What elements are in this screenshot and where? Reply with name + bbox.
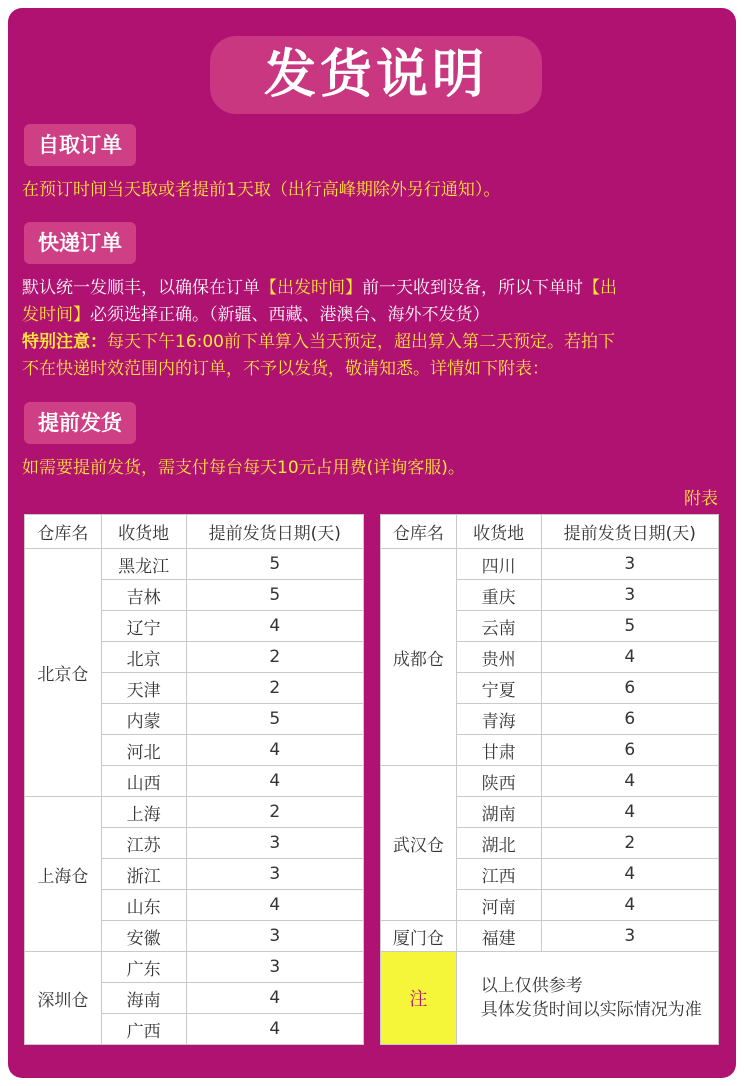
early-shipping-text: 如需要提前发货，需支付每台每天10元占用费(详询客服)。 — [22, 458, 465, 478]
destination-cell: 重庆 — [456, 580, 541, 611]
table-header-row — [381, 515, 719, 549]
days-cell: 5 — [541, 611, 718, 642]
destination-cell: 青海 — [456, 704, 541, 735]
table-row — [25, 952, 364, 983]
days-cell: 4 — [541, 797, 718, 828]
days-cell: 4 — [186, 735, 363, 766]
appendix-label: 附表 — [684, 489, 718, 509]
days-cell: 6 — [541, 673, 718, 704]
destination-cell: 海南 — [101, 983, 186, 1014]
days-cell: 5 — [186, 549, 363, 580]
table-row — [381, 921, 719, 952]
days-cell: 2 — [541, 828, 718, 859]
destination-cell: 辽宁 — [101, 611, 186, 642]
header-days: 提前发货日期(天) — [186, 515, 363, 549]
days-cell: 3 — [186, 921, 363, 952]
days-cell: 3 — [541, 921, 718, 952]
page-title: 发货说明 — [210, 36, 542, 114]
header-days: 提前发货日期(天) — [541, 515, 718, 549]
table-row — [381, 766, 719, 797]
note-line: 以上仅供参考 — [480, 976, 583, 996]
special-note-label: 特别注意： — [22, 332, 107, 352]
warehouse-name-cell: 北京仓 — [25, 549, 102, 797]
table-row — [25, 549, 364, 580]
days-cell: 4 — [541, 890, 718, 921]
days-cell: 4 — [186, 766, 363, 797]
warehouse-name-cell: 上海仓 — [25, 797, 102, 952]
days-cell: 4 — [541, 642, 718, 673]
destination-cell: 江苏 — [101, 828, 186, 859]
destination-cell: 山西 — [101, 766, 186, 797]
days-cell: 4 — [541, 766, 718, 797]
destination-cell: 山东 — [101, 890, 186, 921]
destination-cell: 上海 — [101, 797, 186, 828]
note-row — [381, 952, 719, 1045]
days-cell: 3 — [186, 828, 363, 859]
destination-cell: 云南 — [456, 611, 541, 642]
header-destination: 收货地 — [456, 515, 541, 549]
days-cell: 3 — [541, 549, 718, 580]
table-header-row — [25, 515, 364, 549]
days-cell: 4 — [186, 890, 363, 921]
days-cell: 6 — [541, 735, 718, 766]
header-warehouse: 仓库名 — [381, 515, 457, 549]
days-cell: 3 — [186, 859, 363, 890]
warehouse-name-cell: 深圳仓 — [25, 952, 102, 1045]
destination-cell: 陕西 — [456, 766, 541, 797]
note-label: 注 — [381, 952, 457, 1045]
days-cell: 4 — [541, 859, 718, 890]
destination-cell: 福建 — [456, 921, 541, 952]
table-row — [381, 549, 719, 580]
express-text: 默认统一发顺丰，以确保在订单【出发时间】前一天收到设备，所以下单时【出 发时间】必须选择正确。（新疆、西藏、港澳台、海外不发货） 特别注意：每天下午16:00前下单算入当天预定，超出算入第二天预定。若拍下 不在快递时效范围内的订单，不予以发货，敬请知悉。详情如下附表： — [22, 278, 617, 379]
days-cell: 2 — [186, 673, 363, 704]
destination-cell: 安徽 — [101, 921, 186, 952]
days-cell: 4 — [186, 611, 363, 642]
destination-cell: 宁夏 — [456, 673, 541, 704]
days-cell: 5 — [186, 580, 363, 611]
days-cell: 6 — [541, 704, 718, 735]
days-cell: 5 — [186, 704, 363, 735]
destination-cell: 浙江 — [101, 859, 186, 890]
days-cell: 2 — [186, 642, 363, 673]
destination-cell: 内蒙 — [101, 704, 186, 735]
destination-cell: 黑龙江 — [101, 549, 186, 580]
days-cell: 4 — [186, 1014, 363, 1045]
section-express-heading: 快递订单 — [24, 222, 136, 264]
destination-cell: 贵州 — [456, 642, 541, 673]
right-warehouse-table — [380, 514, 719, 1045]
destination-cell: 广西 — [101, 1014, 186, 1045]
section-early-shipping-heading: 提前发货 — [24, 402, 136, 444]
table-row — [25, 797, 364, 828]
days-cell: 2 — [186, 797, 363, 828]
destination-cell: 河南 — [456, 890, 541, 921]
self-pickup-text: 在预订时间当天取或者提前1天取（出行高峰期除外另行通知）。 — [22, 180, 501, 200]
warehouse-name-cell: 武汉仓 — [381, 766, 457, 921]
destination-cell: 河北 — [101, 735, 186, 766]
days-cell: 3 — [186, 952, 363, 983]
note-line: 具体发货时间以实际情况为准 — [480, 1000, 702, 1020]
destination-cell: 湖南 — [456, 797, 541, 828]
destination-cell: 天津 — [101, 673, 186, 704]
destination-cell: 北京 — [101, 642, 186, 673]
destination-cell: 广东 — [101, 952, 186, 983]
left-warehouse-table — [24, 514, 364, 1045]
header-destination: 收货地 — [101, 515, 186, 549]
destination-cell: 吉林 — [101, 580, 186, 611]
destination-cell: 甘肃 — [456, 735, 541, 766]
note-text — [456, 952, 718, 1045]
days-cell: 3 — [541, 580, 718, 611]
destination-cell: 湖北 — [456, 828, 541, 859]
destination-cell: 四川 — [456, 549, 541, 580]
warehouse-name-cell: 成都仓 — [381, 549, 457, 766]
section-self-pickup-heading: 自取订单 — [24, 124, 136, 166]
header-warehouse: 仓库名 — [25, 515, 102, 549]
destination-cell: 江西 — [456, 859, 541, 890]
warehouse-name-cell: 厦门仓 — [381, 921, 457, 952]
days-cell: 4 — [186, 983, 363, 1014]
